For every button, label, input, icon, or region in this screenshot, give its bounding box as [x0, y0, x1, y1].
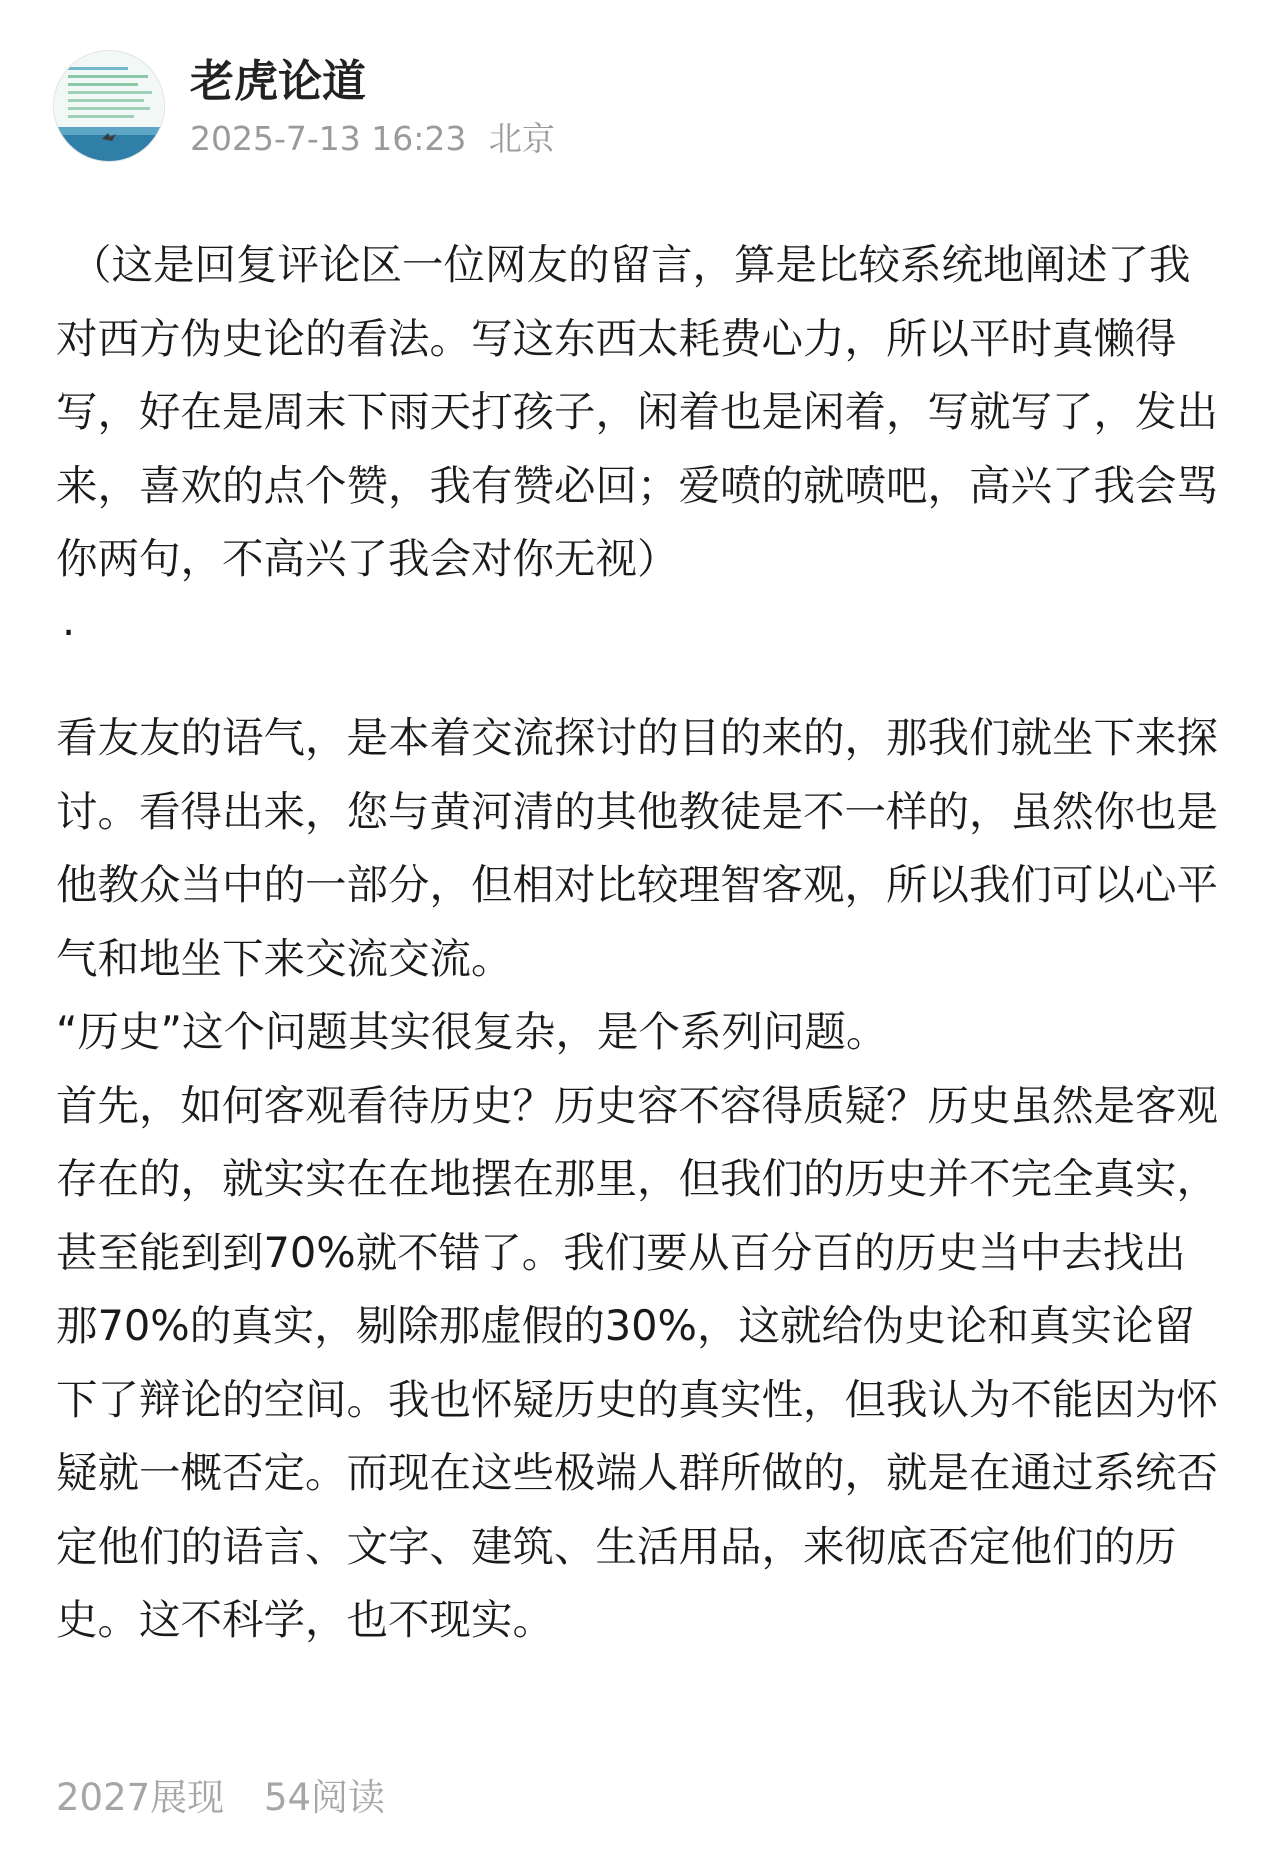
post-separator: ·	[62, 607, 76, 657]
post-location: 北京	[488, 119, 555, 158]
author-name[interactable]: 老虎论道	[190, 56, 366, 107]
post-meta	[190, 116, 567, 162]
reads-count: 54阅读	[263, 1776, 386, 1819]
post-body-paragraph: 看友友的语气，是本着交流探讨的目的来的，那我们就坐下来探讨。看得出来，您与黄河清的其他教徒是不一样的，虽然你也是他教众当中的一部分，但相对比较理智客观，所以我们可以心平气和地坐下来交流交流。	[56, 713, 1219, 983]
post-content	[56, 228, 1226, 1657]
post-body-paragraph: “历史”这个问题其实很复杂，是个系列问题。	[56, 1007, 888, 1056]
post-intro-paragraph: （这是回复评论区一位网友的留言，算是比较系统地阐述了我对西方伪史论的看法。写这东西太耗费心力，所以平时真懒得写，好在是周末下雨天打孩子，闲着也是闲着，写就写了，发出来，喜欢的点个赞，我有赞必回；爱喷的就喷吧，高兴了我会骂你两句，不高兴了我会对你无视）	[56, 240, 1219, 583]
post-body-paragraph: 首先，如何客观看待历史？历史容不容得质疑？历史虽然是客观存在的，就实实在在地摆在那里，但我们的历史并不完全真实，甚至能到到70%就不错了。我们要从百分百的历史当中去找出那70%的真实，剔除那虚假的30%，这就给伪史论和真实论留下了辩论的空间。我也怀疑历史的真实性，但我认为不能因为怀疑就一概否定。而现在这些极端人群所做的，就是在通过系统否定他们的语言、文字、建筑、生活用品，来彻底否定他们的历史。这不科学，也不现实。	[56, 1080, 1219, 1644]
avatar-image	[54, 51, 164, 161]
post-header	[0, 0, 1280, 190]
author-avatar[interactable]	[53, 50, 165, 162]
impressions-count: 2027展现	[56, 1776, 225, 1819]
post-date: 2025-7-13 16:23	[190, 119, 467, 158]
post-stats	[56, 1773, 413, 1823]
